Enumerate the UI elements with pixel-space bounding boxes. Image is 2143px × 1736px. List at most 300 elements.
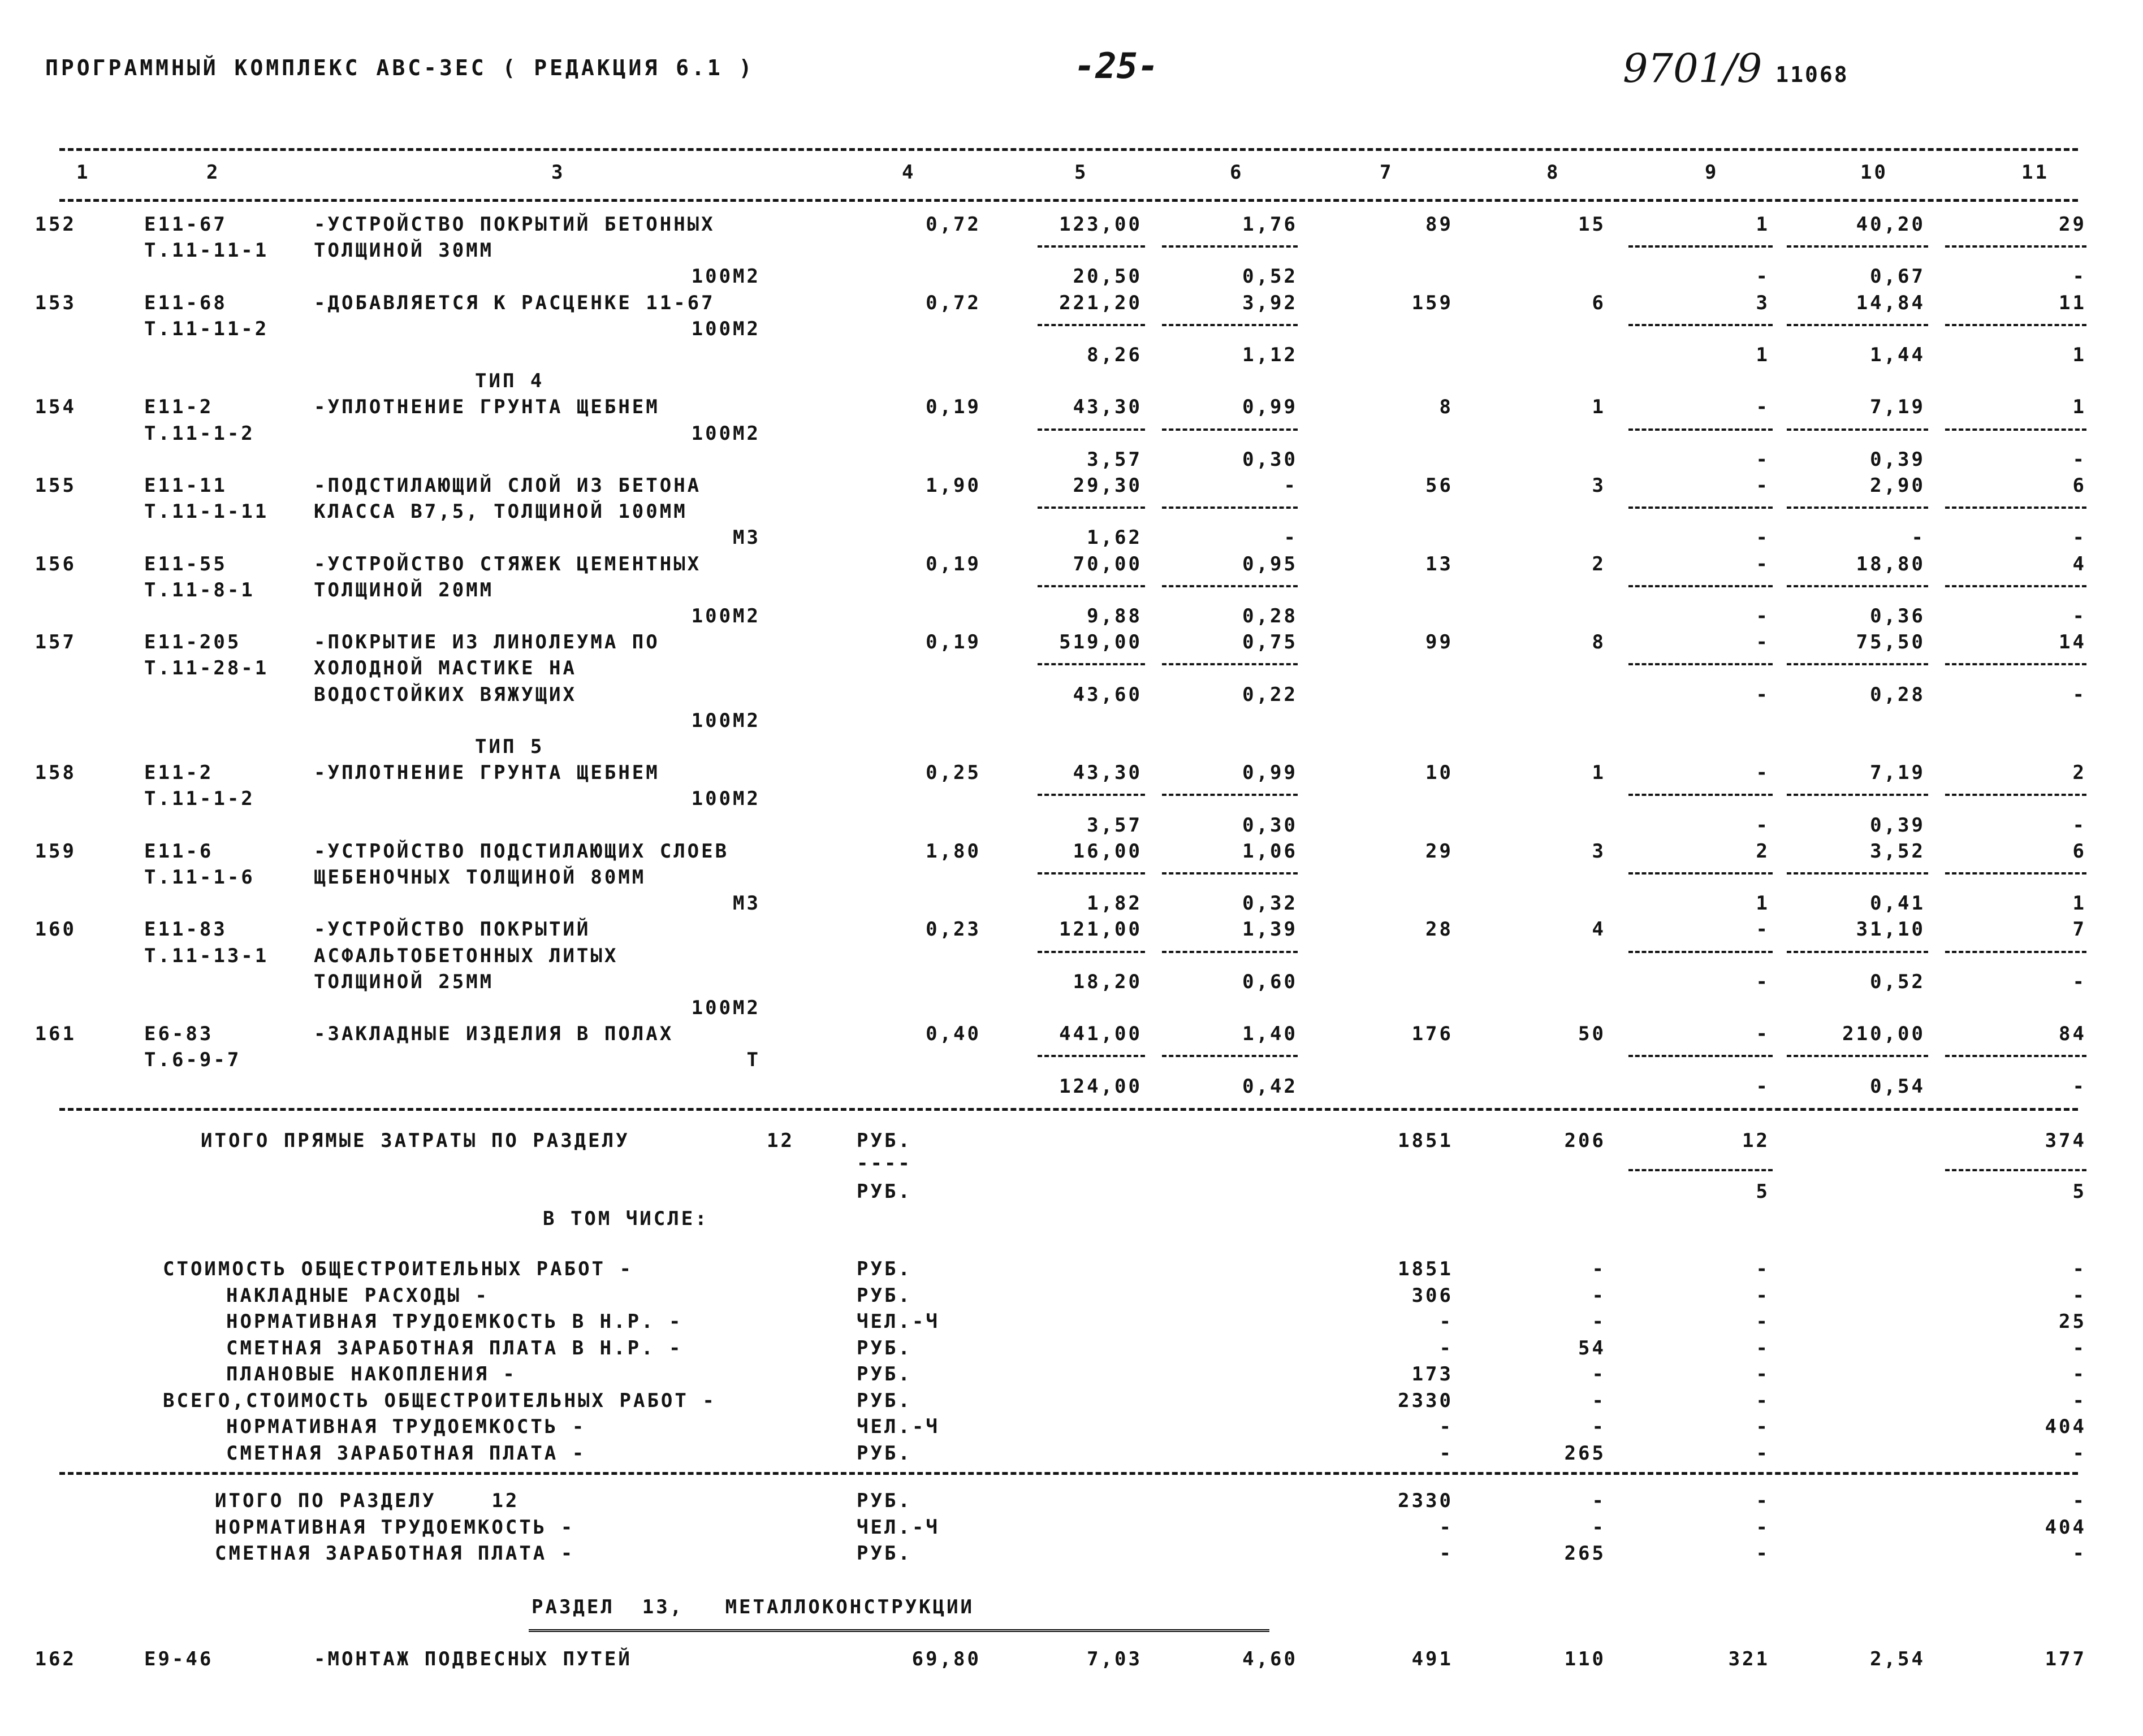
- sub-rule: [1162, 951, 1298, 953]
- sub-rule: [1038, 872, 1145, 875]
- cell-c4: 0,25: [926, 761, 981, 784]
- column-header: 5: [1074, 161, 1088, 184]
- table-row: [0, 1073, 2143, 1099]
- breakdown-row: [0, 1388, 2143, 1414]
- cell-c10: 0,39: [1870, 448, 1925, 471]
- sub-rule: [1945, 951, 2086, 953]
- sub-rule: [1787, 872, 1928, 875]
- cell-code: Т.6-9-7: [144, 1049, 241, 1071]
- breakdown-row: [0, 1361, 2143, 1387]
- cell-c6: 0,30: [1242, 448, 1298, 471]
- column-header: 8: [1546, 161, 1561, 184]
- cell-c6: 0,32: [1242, 892, 1298, 915]
- cell-c9: -: [1756, 1075, 1770, 1098]
- cell-desc_r: 100М2: [691, 787, 761, 810]
- sub-rule: [1038, 663, 1145, 665]
- final-unit: РУБ.: [857, 1490, 912, 1512]
- final-c8: 265: [1564, 1542, 1606, 1565]
- table-row: [0, 812, 2143, 838]
- cell-c9: -: [1756, 265, 1770, 288]
- cell-c8: 3: [1592, 840, 1606, 863]
- cell-desc_r: 100М2: [691, 997, 761, 1019]
- breakdown-unit: РУБ.: [857, 1363, 912, 1386]
- totals-c8: 206: [1564, 1129, 1606, 1152]
- including-label: В ТОМ ЧИСЛЕ:: [543, 1207, 709, 1230]
- breakdown-c8: -: [1592, 1258, 1606, 1280]
- cell-c11: -: [2072, 971, 2086, 993]
- sub-rule: [1162, 872, 1298, 875]
- cell-code: Е11-11: [144, 474, 227, 497]
- cell-c9: -: [1756, 631, 1770, 653]
- breakdown-row: [0, 1440, 2143, 1466]
- breakdown-c7: 1851: [1398, 1258, 1453, 1280]
- final-label: СМЕТНАЯ ЗАРАБОТНАЯ ПЛАТА -: [215, 1542, 575, 1565]
- cell-c10: 0,36: [1870, 605, 1925, 627]
- sub-rule: [1162, 506, 1298, 509]
- cell-c7: 491: [1411, 1648, 1453, 1670]
- cell-c9: 321: [1728, 1648, 1770, 1670]
- cell-c9: -: [1756, 1023, 1770, 1045]
- cell-n: 160: [34, 918, 76, 941]
- cell-desc_r: 100М2: [691, 422, 761, 445]
- totals-label: ИТОГО ПРЯМЫЕ ЗАТРАТЫ ПО РАЗДЕЛУ: [201, 1129, 630, 1152]
- totals-rule: [59, 1108, 2078, 1111]
- cell-desc: ЩЕБЕНОЧНЫХ ТОЛЩИНОЙ 80ММ: [314, 866, 646, 889]
- breakdown-label: СТОИМОСТЬ ОБЩЕСТРОИТЕЛЬНЫХ РАБОТ -: [163, 1258, 633, 1280]
- totals-dash-row: [0, 1150, 2143, 1176]
- cell-desc: -УСТРОЙСТВО ПОКРЫТИЙ БЕТОННЫХ: [314, 213, 715, 236]
- sub-rule: [1038, 951, 1145, 953]
- cell-c9: 1: [1756, 213, 1770, 236]
- breakdown-c8: 54: [1578, 1337, 1606, 1360]
- sub-rule: [1787, 1055, 1928, 1057]
- final-c9: -: [1756, 1516, 1770, 1539]
- cell-desc_r: 100М2: [691, 265, 761, 288]
- cell-desc_r: Т: [746, 1049, 761, 1071]
- cell-c9: -: [1756, 761, 1770, 784]
- table-row: [0, 473, 2143, 499]
- sub-rule: [1038, 506, 1145, 509]
- cell-c6: 1,76: [1242, 213, 1298, 236]
- table-row: [0, 394, 2143, 420]
- cell-c6: 0,99: [1242, 396, 1298, 418]
- totals-c11: 5: [2072, 1180, 2086, 1203]
- cell-c11: 84: [2059, 1023, 2086, 1045]
- final-rule: [59, 1472, 2078, 1475]
- page-header: [0, 45, 2143, 113]
- cell-code: Е9-46: [144, 1648, 214, 1670]
- cell-c11: -: [2072, 526, 2086, 549]
- cell-c7: 176: [1411, 1023, 1453, 1045]
- breakdown-c7: -: [1439, 1337, 1453, 1360]
- breakdown-row: [0, 1283, 2143, 1309]
- top-rule: [59, 148, 2078, 151]
- cell-code: Е11-2: [144, 396, 214, 418]
- sub-rule: [1787, 794, 1928, 796]
- sub-rule: [1787, 245, 1928, 248]
- cell-desc_c: ТИП 5: [475, 735, 545, 758]
- cell-n: 158: [34, 761, 76, 784]
- breakdown-c11: -: [2072, 1258, 2086, 1280]
- table-row: [0, 864, 2143, 890]
- cell-n: 161: [34, 1023, 76, 1045]
- breakdown-unit: РУБ.: [857, 1389, 912, 1412]
- cell-desc: АСФАЛЬТОБЕТОННЫХ ЛИТЫХ: [314, 945, 619, 967]
- cell-c5: 441,00: [1059, 1023, 1142, 1045]
- cell-c6: -: [1284, 474, 1298, 497]
- table-row: [0, 629, 2143, 655]
- cell-c5: 43,60: [1073, 683, 1142, 706]
- sub-rule: [1038, 794, 1145, 796]
- cell-desc: -ДОБАВЛЯЕТСЯ К РАСЦЕНКЕ 11-67: [314, 292, 715, 314]
- sub-rule: [1628, 585, 1773, 587]
- breakdown-unit: ЧЕЛ.-Ч: [857, 1415, 940, 1438]
- sub-rule: [1945, 324, 2086, 326]
- cell-c4: 1,90: [926, 474, 981, 497]
- sub-rule: [1162, 585, 1298, 587]
- breakdown-c11: -: [2072, 1363, 2086, 1386]
- cell-c8: 2: [1592, 553, 1606, 575]
- table-row: [0, 708, 2143, 734]
- cell-c9: 2: [1756, 840, 1770, 863]
- cell-c9: 1: [1756, 344, 1770, 366]
- cell-c8: 1: [1592, 761, 1606, 784]
- table-row: [0, 290, 2143, 316]
- column-header: 11: [2021, 161, 2049, 184]
- cell-code: Т.11-1-2: [144, 787, 255, 810]
- breakdown-c9: -: [1756, 1310, 1770, 1333]
- breakdown-row: [0, 1414, 2143, 1440]
- cell-c10: 210,00: [1842, 1023, 1925, 1045]
- sub-rule: [1787, 951, 1928, 953]
- breakdown-c11: -: [2072, 1389, 2086, 1412]
- final-unit: ЧЕЛ.-Ч: [857, 1516, 940, 1539]
- breakdown-unit: РУБ.: [857, 1284, 912, 1307]
- table-row: [0, 577, 2143, 603]
- sub-rule: [1787, 663, 1928, 665]
- cell-c11: -: [2072, 814, 2086, 837]
- final-c8: -: [1592, 1516, 1606, 1539]
- sub-rule: [1945, 506, 2086, 509]
- cell-c6: 0,30: [1242, 814, 1298, 837]
- sub-rule: [1628, 951, 1773, 953]
- cell-desc: -МОНТАЖ ПОДВЕСНЫХ ПУТЕЙ: [314, 1648, 632, 1670]
- sub-rule: [1628, 794, 1773, 796]
- breakdown-row: [0, 1309, 2143, 1335]
- final-label: ИТОГО ПО РАЗДЕЛУ 12: [215, 1490, 520, 1512]
- cell-c7: 159: [1411, 292, 1453, 314]
- cell-c5: 20,50: [1073, 265, 1142, 288]
- cell-c10: 3,52: [1870, 840, 1925, 863]
- cell-c10: 0,39: [1870, 814, 1925, 837]
- cell-c6: 1,12: [1242, 344, 1298, 366]
- cell-c7: 99: [1425, 631, 1453, 653]
- table-row: [0, 890, 2143, 916]
- cell-c8: 15: [1578, 213, 1606, 236]
- sub-rule: [1628, 1055, 1773, 1057]
- breakdown-label: НОРМАТИВНАЯ ТРУДОЕМКОСТЬ -: [226, 1415, 586, 1438]
- cell-c11: -: [2072, 448, 2086, 471]
- sub-rule: [1038, 324, 1145, 326]
- page-number: -25-: [1074, 45, 1159, 86]
- cell-desc: -ЗАКЛАДНЫЕ ИЗДЕЛИЯ В ПОЛАХ: [314, 1023, 674, 1045]
- cell-code: Т.11-28-1: [144, 657, 269, 679]
- cell-code: Т.11-1-6: [144, 866, 255, 889]
- cell-n: 152: [34, 213, 76, 236]
- sub-rule: [1038, 585, 1145, 587]
- cell-desc: ТОЛЩИНОЙ 30ММ: [314, 239, 494, 262]
- program-title: ПРОГРАММНЫЙ КОМПЛЕКС АВС-3ЕС ( РЕДАКЦИЯ 6.1 ): [45, 55, 755, 80]
- breakdown-label: НАКЛАДНЫЕ РАСХОДЫ -: [226, 1284, 489, 1307]
- table-row: [0, 316, 2143, 342]
- cell-c9: -: [1756, 474, 1770, 497]
- table-row: [0, 237, 2143, 263]
- table-row: [0, 263, 2143, 289]
- breakdown-c8: 265: [1564, 1442, 1606, 1465]
- totals-unit: РУБ.: [857, 1129, 912, 1152]
- cell-c10: 7,19: [1870, 396, 1925, 418]
- final-row: [0, 1488, 2143, 1514]
- cell-c5: 221,20: [1059, 292, 1142, 314]
- cell-c11: -: [2072, 265, 2086, 288]
- breakdown-c11: 404: [2045, 1415, 2086, 1438]
- cell-code: Т.11-8-1: [144, 579, 255, 601]
- final-c11: -: [2072, 1542, 2086, 1565]
- final-c8: -: [1592, 1490, 1606, 1512]
- table-row: [0, 995, 2143, 1021]
- cell-c7: 8: [1439, 396, 1453, 418]
- sub-rule: [1628, 428, 1773, 431]
- table-row: [0, 368, 2143, 394]
- breakdown-c8: -: [1592, 1389, 1606, 1412]
- cell-n: 159: [34, 840, 76, 863]
- doc-number: 9701/9: [1623, 45, 1762, 92]
- sub-rule: [1787, 324, 1928, 326]
- cell-c10: 0,41: [1870, 892, 1925, 915]
- cell-c5: 7,03: [1087, 1648, 1142, 1670]
- totals-row-2: [0, 1179, 2143, 1205]
- cell-c9: -: [1756, 448, 1770, 471]
- cell-c10: -: [1911, 526, 1925, 549]
- sub-rule: [1162, 663, 1298, 665]
- table-row: [0, 421, 2143, 447]
- totals-section: 12: [767, 1129, 794, 1152]
- cell-c11: -: [2072, 683, 2086, 706]
- column-header: 1: [76, 161, 90, 184]
- cell-desc_r: 100М2: [691, 709, 761, 732]
- final-unit: РУБ.: [857, 1542, 912, 1565]
- breakdown-unit: РУБ.: [857, 1337, 912, 1360]
- cell-c4: 0,72: [926, 213, 981, 236]
- cell-c11: -: [2072, 605, 2086, 627]
- column-header-row: [0, 159, 2143, 185]
- cell-desc: -УПЛОТНЕНИЕ ГРУНТА ЩЕБНЕМ: [314, 396, 660, 418]
- cell-desc_r: М3: [733, 892, 761, 915]
- breakdown-c8: -: [1592, 1284, 1606, 1307]
- cell-c6: 0,52: [1242, 265, 1298, 288]
- table-row: [0, 342, 2143, 368]
- cell-c6: 0,75: [1242, 631, 1298, 653]
- cell-c5: 18,20: [1073, 971, 1142, 993]
- breakdown-c11: -: [2072, 1442, 2086, 1465]
- cell-n: 157: [34, 631, 76, 653]
- sub-rule: [1628, 1169, 1773, 1171]
- cell-c10: 1,44: [1870, 344, 1925, 366]
- cell-c9: -: [1756, 396, 1770, 418]
- sub-rule: [1038, 1055, 1145, 1057]
- cell-c9: -: [1756, 526, 1770, 549]
- breakdown-c9: -: [1756, 1363, 1770, 1386]
- cell-c9: -: [1756, 605, 1770, 627]
- cell-c9: 3: [1756, 292, 1770, 314]
- sub-rule: [1628, 506, 1773, 509]
- cell-c5: 1,82: [1087, 892, 1142, 915]
- cell-c10: 2,54: [1870, 1648, 1925, 1670]
- totals-c11: 374: [2045, 1129, 2086, 1152]
- cell-desc: ВОДОСТОЙКИХ ВЯЖУЩИХ: [314, 683, 577, 706]
- sub-rule: [1945, 872, 2086, 875]
- cell-c11: 4: [2072, 553, 2086, 575]
- cell-c6: -: [1284, 526, 1298, 549]
- cell-code: Е11-68: [144, 292, 227, 314]
- breakdown-unit: РУБ.: [857, 1442, 912, 1465]
- table-row: [0, 499, 2143, 525]
- breakdown-c11: 25: [2059, 1310, 2086, 1333]
- section-title: РАЗДЕЛ 13, МЕТАЛЛОКОНСТРУКЦИИ: [532, 1596, 975, 1618]
- table-row: [0, 603, 2143, 629]
- cell-desc_r: 100М2: [691, 605, 761, 627]
- sub-rule: [1945, 794, 2086, 796]
- table-row: [0, 838, 2143, 864]
- cell-c7: 28: [1425, 918, 1453, 941]
- column-header: 2: [206, 161, 221, 184]
- sub-rule: [1945, 428, 2086, 431]
- cell-c8: 1: [1592, 396, 1606, 418]
- cell-c11: 2: [2072, 761, 2086, 784]
- cell-c6: 1,39: [1242, 918, 1298, 941]
- sub-rule: [1945, 1055, 2086, 1057]
- column-header: 3: [551, 161, 565, 184]
- breakdown-c7: -: [1439, 1310, 1453, 1333]
- totals-unit: РУБ.: [857, 1180, 912, 1203]
- cell-c11: 6: [2072, 474, 2086, 497]
- final-c11: 404: [2045, 1516, 2086, 1539]
- cell-c10: 0,52: [1870, 971, 1925, 993]
- cell-c11: 1: [2072, 344, 2086, 366]
- cell-code: Т.11-11-2: [144, 318, 269, 340]
- final-c9: -: [1756, 1542, 1770, 1565]
- cell-c4: 0,40: [926, 1023, 981, 1045]
- breakdown-unit: ЧЕЛ.-Ч: [857, 1310, 940, 1333]
- cell-c6: 1,40: [1242, 1023, 1298, 1045]
- column-header: 7: [1380, 161, 1394, 184]
- sub-rule: [1787, 428, 1928, 431]
- final-c9: -: [1756, 1490, 1770, 1512]
- table-row: [0, 211, 2143, 237]
- cell-desc_r: 100М2: [691, 318, 761, 340]
- totals-c9: 5: [1756, 1180, 1770, 1203]
- cell-desc_c: ТИП 4: [475, 370, 545, 392]
- cell-c11: 29: [2059, 213, 2086, 236]
- cell-c11: 14: [2059, 631, 2086, 653]
- totals-c9: 12: [1742, 1129, 1770, 1152]
- cell-c4: 0,23: [926, 918, 981, 941]
- cell-c5: 43,30: [1073, 761, 1142, 784]
- cell-c6: 4,60: [1242, 1648, 1298, 1670]
- breakdown-label: ВСЕГО,СТОИМОСТЬ ОБЩЕСТРОИТЕЛЬНЫХ РАБОТ -: [163, 1389, 716, 1412]
- sub-rule: [1162, 428, 1298, 431]
- column-header: 6: [1230, 161, 1244, 184]
- cell-c4: 0,19: [926, 553, 981, 575]
- cell-c5: 121,00: [1059, 918, 1142, 941]
- cell-c9: -: [1756, 683, 1770, 706]
- breakdown-c9: -: [1756, 1337, 1770, 1360]
- cell-c7: 56: [1425, 474, 1453, 497]
- cell-c11: 177: [2045, 1648, 2086, 1670]
- table-row: [0, 916, 2143, 942]
- cell-desc: КЛАССА В7,5, ТОЛЩИНОЙ 100ММ: [314, 500, 688, 523]
- cell-desc: -ПОДСТИЛАЮЩИЙ СЛОЙ ИЗ БЕТОНА: [314, 474, 702, 497]
- cell-desc: ТОЛЩИНОЙ 25ММ: [314, 971, 494, 993]
- cell-c10: 0,54: [1870, 1075, 1925, 1098]
- breakdown-c9: -: [1756, 1284, 1770, 1307]
- cell-c11: 7: [2072, 918, 2086, 941]
- sub-rule: [1038, 245, 1145, 248]
- section-underline: [529, 1629, 1269, 1632]
- cell-c10: 7,19: [1870, 761, 1925, 784]
- cell-c8: 4: [1592, 918, 1606, 941]
- breakdown-c7: -: [1439, 1415, 1453, 1438]
- breakdown-label: ПЛАНОВЫЕ НАКОПЛЕНИЯ -: [226, 1363, 517, 1386]
- table-row: [0, 551, 2143, 577]
- section-title-row: [0, 1594, 2143, 1620]
- breakdown-label: НОРМАТИВНАЯ ТРУДОЕМКОСТЬ В Н.Р. -: [226, 1310, 683, 1333]
- cell-c8: 110: [1564, 1648, 1606, 1670]
- cell-c9: -: [1756, 918, 1770, 941]
- final-c7: -: [1439, 1516, 1453, 1539]
- cell-desc: -УСТРОЙСТВО ПОКРЫТИЙ: [314, 918, 591, 941]
- table-row: [0, 943, 2143, 969]
- cell-c6: 1,06: [1242, 840, 1298, 863]
- cell-c4: 0,72: [926, 292, 981, 314]
- sub-rule: [1162, 324, 1298, 326]
- cell-n: 154: [34, 396, 76, 418]
- sub-rule: [1945, 585, 2086, 587]
- table-row: [0, 525, 2143, 551]
- cell-c6: 0,60: [1242, 971, 1298, 993]
- sub-rule: [1162, 1055, 1298, 1057]
- table-row: [0, 682, 2143, 708]
- cell-c10: 2,90: [1870, 474, 1925, 497]
- cell-n: 156: [34, 553, 76, 575]
- breakdown-c7: 306: [1411, 1284, 1453, 1307]
- totals-c7: 1851: [1398, 1129, 1453, 1152]
- sub-rule: [1945, 663, 2086, 665]
- sub-rule: [1628, 245, 1773, 248]
- cell-c11: 1: [2072, 396, 2086, 418]
- doc-code: 11068: [1775, 62, 1849, 87]
- cell-n: 153: [34, 292, 76, 314]
- cell-desc: ХОЛОДНОЙ МАСТИКЕ НА: [314, 657, 577, 679]
- table-row: [0, 1021, 2143, 1047]
- cell-code: Е11-55: [144, 553, 227, 575]
- final-row: [0, 1540, 2143, 1566]
- cell-c4: 0,19: [926, 631, 981, 653]
- breakdown-label: СМЕТНАЯ ЗАРАБОТНАЯ ПЛАТА В Н.Р. -: [226, 1337, 683, 1360]
- cell-c5: 519,00: [1059, 631, 1142, 653]
- cell-c5: 3,57: [1087, 448, 1142, 471]
- cell-desc_r: М3: [733, 526, 761, 549]
